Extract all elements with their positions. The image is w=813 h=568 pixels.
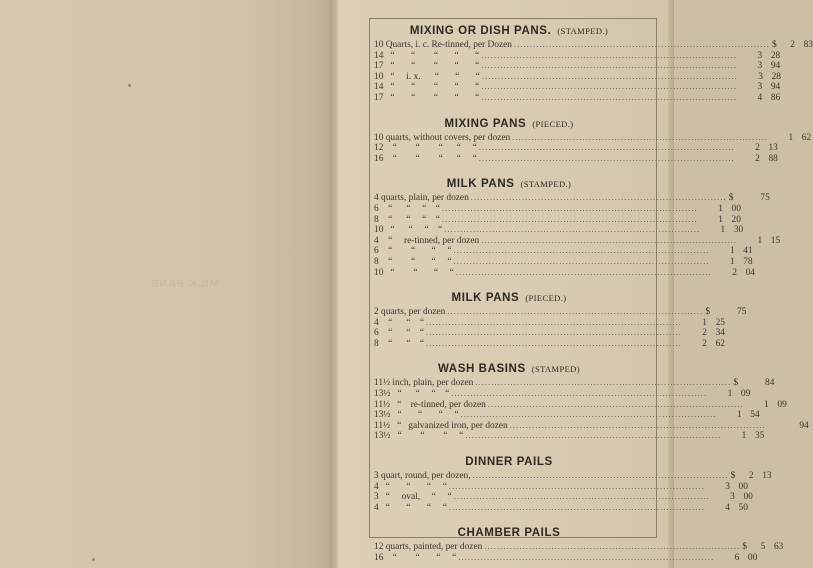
dot-leader: ................................................................................ xyxy=(451,389,708,399)
dot-leader: ................................................................................ xyxy=(481,50,738,60)
price-row xyxy=(374,71,781,83)
price-row xyxy=(374,502,748,514)
price-dollars: 2 xyxy=(755,143,760,154)
dot-leader: ................................................................................ xyxy=(460,410,717,420)
price-dollars: 3 xyxy=(757,50,763,61)
section-heading xyxy=(374,113,644,131)
price-dollars: 3 xyxy=(730,492,735,503)
price-cents: 94 xyxy=(770,61,781,72)
item-description: 3 quart, round, per dozen, xyxy=(374,471,471,482)
price-row xyxy=(374,256,753,268)
section-heading xyxy=(374,287,644,305)
right-page xyxy=(338,0,813,568)
section-heading xyxy=(374,173,644,191)
price-cents: 28 xyxy=(771,71,781,82)
price-cents: 83 xyxy=(803,40,813,50)
dot-leader: ................................................................................ xyxy=(481,61,738,71)
section-title: CHAMBER PAILS xyxy=(457,527,561,540)
dot-leader: ................................................................................ xyxy=(453,256,710,266)
dot-leader: ................................................................................ xyxy=(441,203,698,213)
price-dollars: 1 xyxy=(727,389,733,400)
dot-leader: ................................................................................ xyxy=(472,471,729,481)
dot-leader: ................................................................................ xyxy=(475,378,732,388)
item-description: 8 “ “ “ “ xyxy=(374,214,440,225)
price-row xyxy=(374,399,787,411)
price-cents: 34 xyxy=(715,328,725,339)
price-section xyxy=(374,358,809,442)
price-row xyxy=(374,338,725,350)
dot-leader: ................................................................................ xyxy=(509,420,766,430)
price-dollars: 1 xyxy=(720,225,726,236)
price-row xyxy=(374,246,753,257)
price-section xyxy=(374,173,781,278)
item-description: 13½ “ “ “ “ xyxy=(374,431,464,442)
item-description: 8 “ “ “ xyxy=(374,338,424,349)
price-row xyxy=(374,317,725,329)
dot-leader: ................................................................................ xyxy=(458,553,715,562)
currency-symbol: $ xyxy=(771,40,777,50)
item-description: 2 quarts, per dozen xyxy=(374,307,446,318)
price-cents: 94 xyxy=(770,82,781,93)
price-dollars: 2 xyxy=(748,471,754,482)
price-row xyxy=(374,132,812,144)
section-heading xyxy=(374,20,644,38)
item-description: 3 “ oval, “ “ xyxy=(374,492,452,503)
price-cents: 86 xyxy=(770,92,781,103)
dot-leader: ................................................................................ xyxy=(481,71,738,81)
price-dollars: 2 xyxy=(732,267,737,278)
price-cents: 54 xyxy=(750,410,760,421)
paper-speck xyxy=(92,558,95,561)
price-row xyxy=(374,378,775,389)
section-title: MILK PANS xyxy=(446,178,515,191)
price-dollars: 2 xyxy=(755,153,760,164)
dot-leader: ................................................................................ xyxy=(481,235,738,245)
price-row xyxy=(374,82,781,93)
item-description: 16 “ “ “ “ xyxy=(374,553,457,563)
item-description: 10 “ “ “ “ xyxy=(374,225,443,236)
price-dollars: 5 xyxy=(760,542,766,553)
price-cents: 13 xyxy=(762,471,772,482)
price-cents: 35 xyxy=(754,431,765,442)
item-description: 10 Quarts, i. c. Re-tinned, per Dozen xyxy=(374,40,512,50)
item-description: 13½ “ “ “ “ xyxy=(374,389,450,400)
dot-leader: ................................................................................ xyxy=(453,246,710,256)
section-title: DINNER PAILS xyxy=(465,456,553,469)
price-cents: 84 xyxy=(765,378,775,389)
price-dollars: 3 xyxy=(725,481,730,492)
price-cents: 62 xyxy=(801,132,812,143)
price-section xyxy=(374,522,784,563)
section-title: MIXING OR DISH PANS. xyxy=(409,25,552,37)
item-description: 14 “ “ “ “ “ xyxy=(374,82,480,93)
price-row xyxy=(374,92,781,104)
item-description: 12 quarts, painted, per dozen xyxy=(374,542,483,553)
price-dollars: 1 xyxy=(718,203,723,214)
section-title: WASH BASINS xyxy=(437,363,526,376)
price-row xyxy=(374,431,765,442)
section-subtitle: (STAMPED.) xyxy=(520,179,572,190)
item-description: 10 “ “ “ “ xyxy=(374,267,454,278)
dot-leader: ................................................................................ xyxy=(481,82,738,92)
item-description: 17 “ “ “ “ “ xyxy=(374,61,480,72)
price-cents: 20 xyxy=(731,214,741,225)
dot-leader: ................................................................................ xyxy=(444,225,701,235)
section-heading xyxy=(374,358,644,376)
currency-symbol: $ xyxy=(733,378,739,389)
dot-leader: ................................................................................ xyxy=(512,132,769,142)
price-cents: 25 xyxy=(715,317,725,328)
price-row xyxy=(374,420,809,432)
section-spacer xyxy=(374,442,644,451)
price-cents: 13 xyxy=(768,143,778,154)
price-dollars: 1 xyxy=(702,317,707,328)
price-row xyxy=(374,50,781,62)
price-row xyxy=(374,203,741,215)
left-page xyxy=(0,0,334,568)
price-row xyxy=(374,143,778,154)
item-description: 6 “ “ “ “ xyxy=(374,246,452,257)
item-description: 6 “ “ “ xyxy=(374,328,424,339)
dot-leader: ................................................................................ xyxy=(513,40,770,49)
dot-leader: ................................................................................ xyxy=(425,317,682,327)
price-section xyxy=(374,451,772,513)
section-subtitle: (PIECED.) xyxy=(532,118,574,129)
item-description: 4 quarts, plain, per dozen xyxy=(374,193,469,204)
section-spacer xyxy=(374,164,644,173)
item-description: 10 “ i. x. “ “ “ xyxy=(374,71,480,82)
section-spacer xyxy=(374,349,644,358)
price-dollars: 2 xyxy=(702,328,707,339)
dot-leader: ................................................................................ xyxy=(478,143,735,153)
item-description: 8 “ “ “ “ xyxy=(374,256,452,267)
price-cents: 15 xyxy=(770,235,781,246)
dot-leader: ................................................................................ xyxy=(465,431,722,441)
price-row xyxy=(374,267,755,279)
dot-leader: ................................................................................ xyxy=(478,153,735,163)
item-description: 4 “ “ “ “ xyxy=(374,502,447,513)
dot-leader: ................................................................................ xyxy=(455,267,712,277)
item-description: 4 “ “ “ xyxy=(374,317,424,328)
section-heading xyxy=(374,451,644,469)
item-description: 11½ “ galvanized iron, per dozen xyxy=(374,420,508,431)
price-dollars: 1 xyxy=(729,246,735,257)
dot-leader: ................................................................................ xyxy=(470,193,727,203)
price-dollars: 3 xyxy=(757,82,763,93)
item-description: 11½ “ re-tinned, per dozen xyxy=(374,399,486,410)
price-dollars: 1 xyxy=(729,256,735,267)
section-title: MILK PANS xyxy=(451,292,520,305)
price-list xyxy=(374,20,813,564)
price-cents: 30 xyxy=(733,225,744,236)
currency-symbol: $ xyxy=(730,471,736,482)
dot-leader: ................................................................................ xyxy=(441,214,698,224)
price-row xyxy=(374,492,753,503)
price-row xyxy=(374,153,778,165)
price-row xyxy=(374,193,770,204)
price-cents: 09 xyxy=(740,389,751,400)
dot-leader: ................................................................................ xyxy=(448,502,705,512)
price-row xyxy=(374,225,744,236)
item-description: 17 “ “ “ “ “ xyxy=(374,92,480,103)
currency-symbol: $ xyxy=(705,307,711,318)
price-section xyxy=(374,20,813,104)
price-dollars: 4 xyxy=(725,502,730,513)
price-dollars: 2 xyxy=(702,338,707,349)
price-cents: 62 xyxy=(715,338,725,349)
section-subtitle: (PIECED.) xyxy=(525,293,567,304)
price-row xyxy=(374,553,758,564)
item-description: 4 “ “ “ “ xyxy=(374,481,447,492)
item-description: 16 “ “ “ “ “ xyxy=(374,153,477,164)
item-description: 14 “ “ “ “ “ xyxy=(374,50,480,61)
price-cents: 28 xyxy=(770,50,781,61)
price-row xyxy=(374,61,781,72)
dot-leader: ................................................................................ xyxy=(481,92,738,102)
currency-symbol: $ xyxy=(742,542,747,553)
price-cents: 50 xyxy=(738,502,748,513)
price-row xyxy=(374,542,784,553)
item-description: 13½ “ “ “ “ xyxy=(374,410,459,421)
price-row xyxy=(374,214,741,226)
price-cents: 00 xyxy=(738,481,748,492)
price-cents: 00 xyxy=(747,553,758,563)
price-dollars: 3 xyxy=(758,71,763,82)
price-dollars: 4 xyxy=(757,92,763,103)
dot-leader: ................................................................................ xyxy=(425,338,682,348)
price-dollars: 3 xyxy=(757,61,763,72)
price-row xyxy=(374,410,760,421)
price-cents: 78 xyxy=(743,256,753,267)
dot-leader: ................................................................................ xyxy=(484,542,741,552)
price-cents: 04 xyxy=(745,267,755,278)
dot-leader: ................................................................................ xyxy=(487,399,744,409)
price-dollars: 1 xyxy=(788,132,794,143)
paper-speck xyxy=(128,84,131,87)
item-description: 10 quarts, without covers, per dozen xyxy=(374,132,511,143)
bleed-through-text: MILK PANS xyxy=(150,278,219,290)
currency-symbol: $ xyxy=(728,193,734,204)
section-subtitle: (STAMPED) xyxy=(531,364,580,375)
item-description: 4 “ re-tinned, per dozen xyxy=(374,235,480,246)
price-dollars: 1 xyxy=(757,235,763,246)
price-cents: 09 xyxy=(777,399,787,410)
dot-leader: ................................................................................ xyxy=(448,481,705,491)
price-cents: 75 xyxy=(760,193,770,204)
item-description: 12 “ “ “ “ “ xyxy=(374,143,477,154)
price-dollars: 1 xyxy=(718,214,723,225)
price-cents: 00 xyxy=(743,492,753,503)
price-row xyxy=(374,40,813,51)
section-title: MIXING PANS xyxy=(444,117,527,130)
price-cents: 63 xyxy=(773,542,784,553)
section-heading xyxy=(374,522,644,540)
section-spacer xyxy=(374,513,644,522)
price-cents: 94 xyxy=(799,420,809,431)
price-dollars: 1 xyxy=(764,399,769,410)
price-cents: 41 xyxy=(743,246,753,257)
price-row xyxy=(374,307,747,318)
price-cents: 88 xyxy=(768,153,778,164)
price-row xyxy=(374,235,781,247)
dot-leader: ................................................................................ xyxy=(447,307,704,317)
price-dollars: 6 xyxy=(734,553,740,563)
price-cents: 00 xyxy=(731,203,741,214)
section-spacer xyxy=(374,104,644,113)
section-subtitle: (STAMPED.) xyxy=(557,26,609,36)
price-section xyxy=(374,287,747,349)
dot-leader: ................................................................................ xyxy=(425,328,682,338)
section-spacer xyxy=(374,278,644,287)
price-row xyxy=(374,471,772,482)
price-cents: 75 xyxy=(736,307,747,318)
price-row xyxy=(374,389,751,400)
price-dollars: 1 xyxy=(736,410,742,421)
price-row xyxy=(374,481,748,493)
item-description: 6 “ “ “ “ xyxy=(374,203,440,214)
item-description: 11½ inch, plain, per dozen xyxy=(374,378,474,389)
price-dollars: 1 xyxy=(741,431,747,442)
price-row xyxy=(374,328,725,339)
price-dollars: 2 xyxy=(790,40,795,50)
price-section xyxy=(374,113,812,165)
dot-leader: ................................................................................ xyxy=(453,492,710,502)
